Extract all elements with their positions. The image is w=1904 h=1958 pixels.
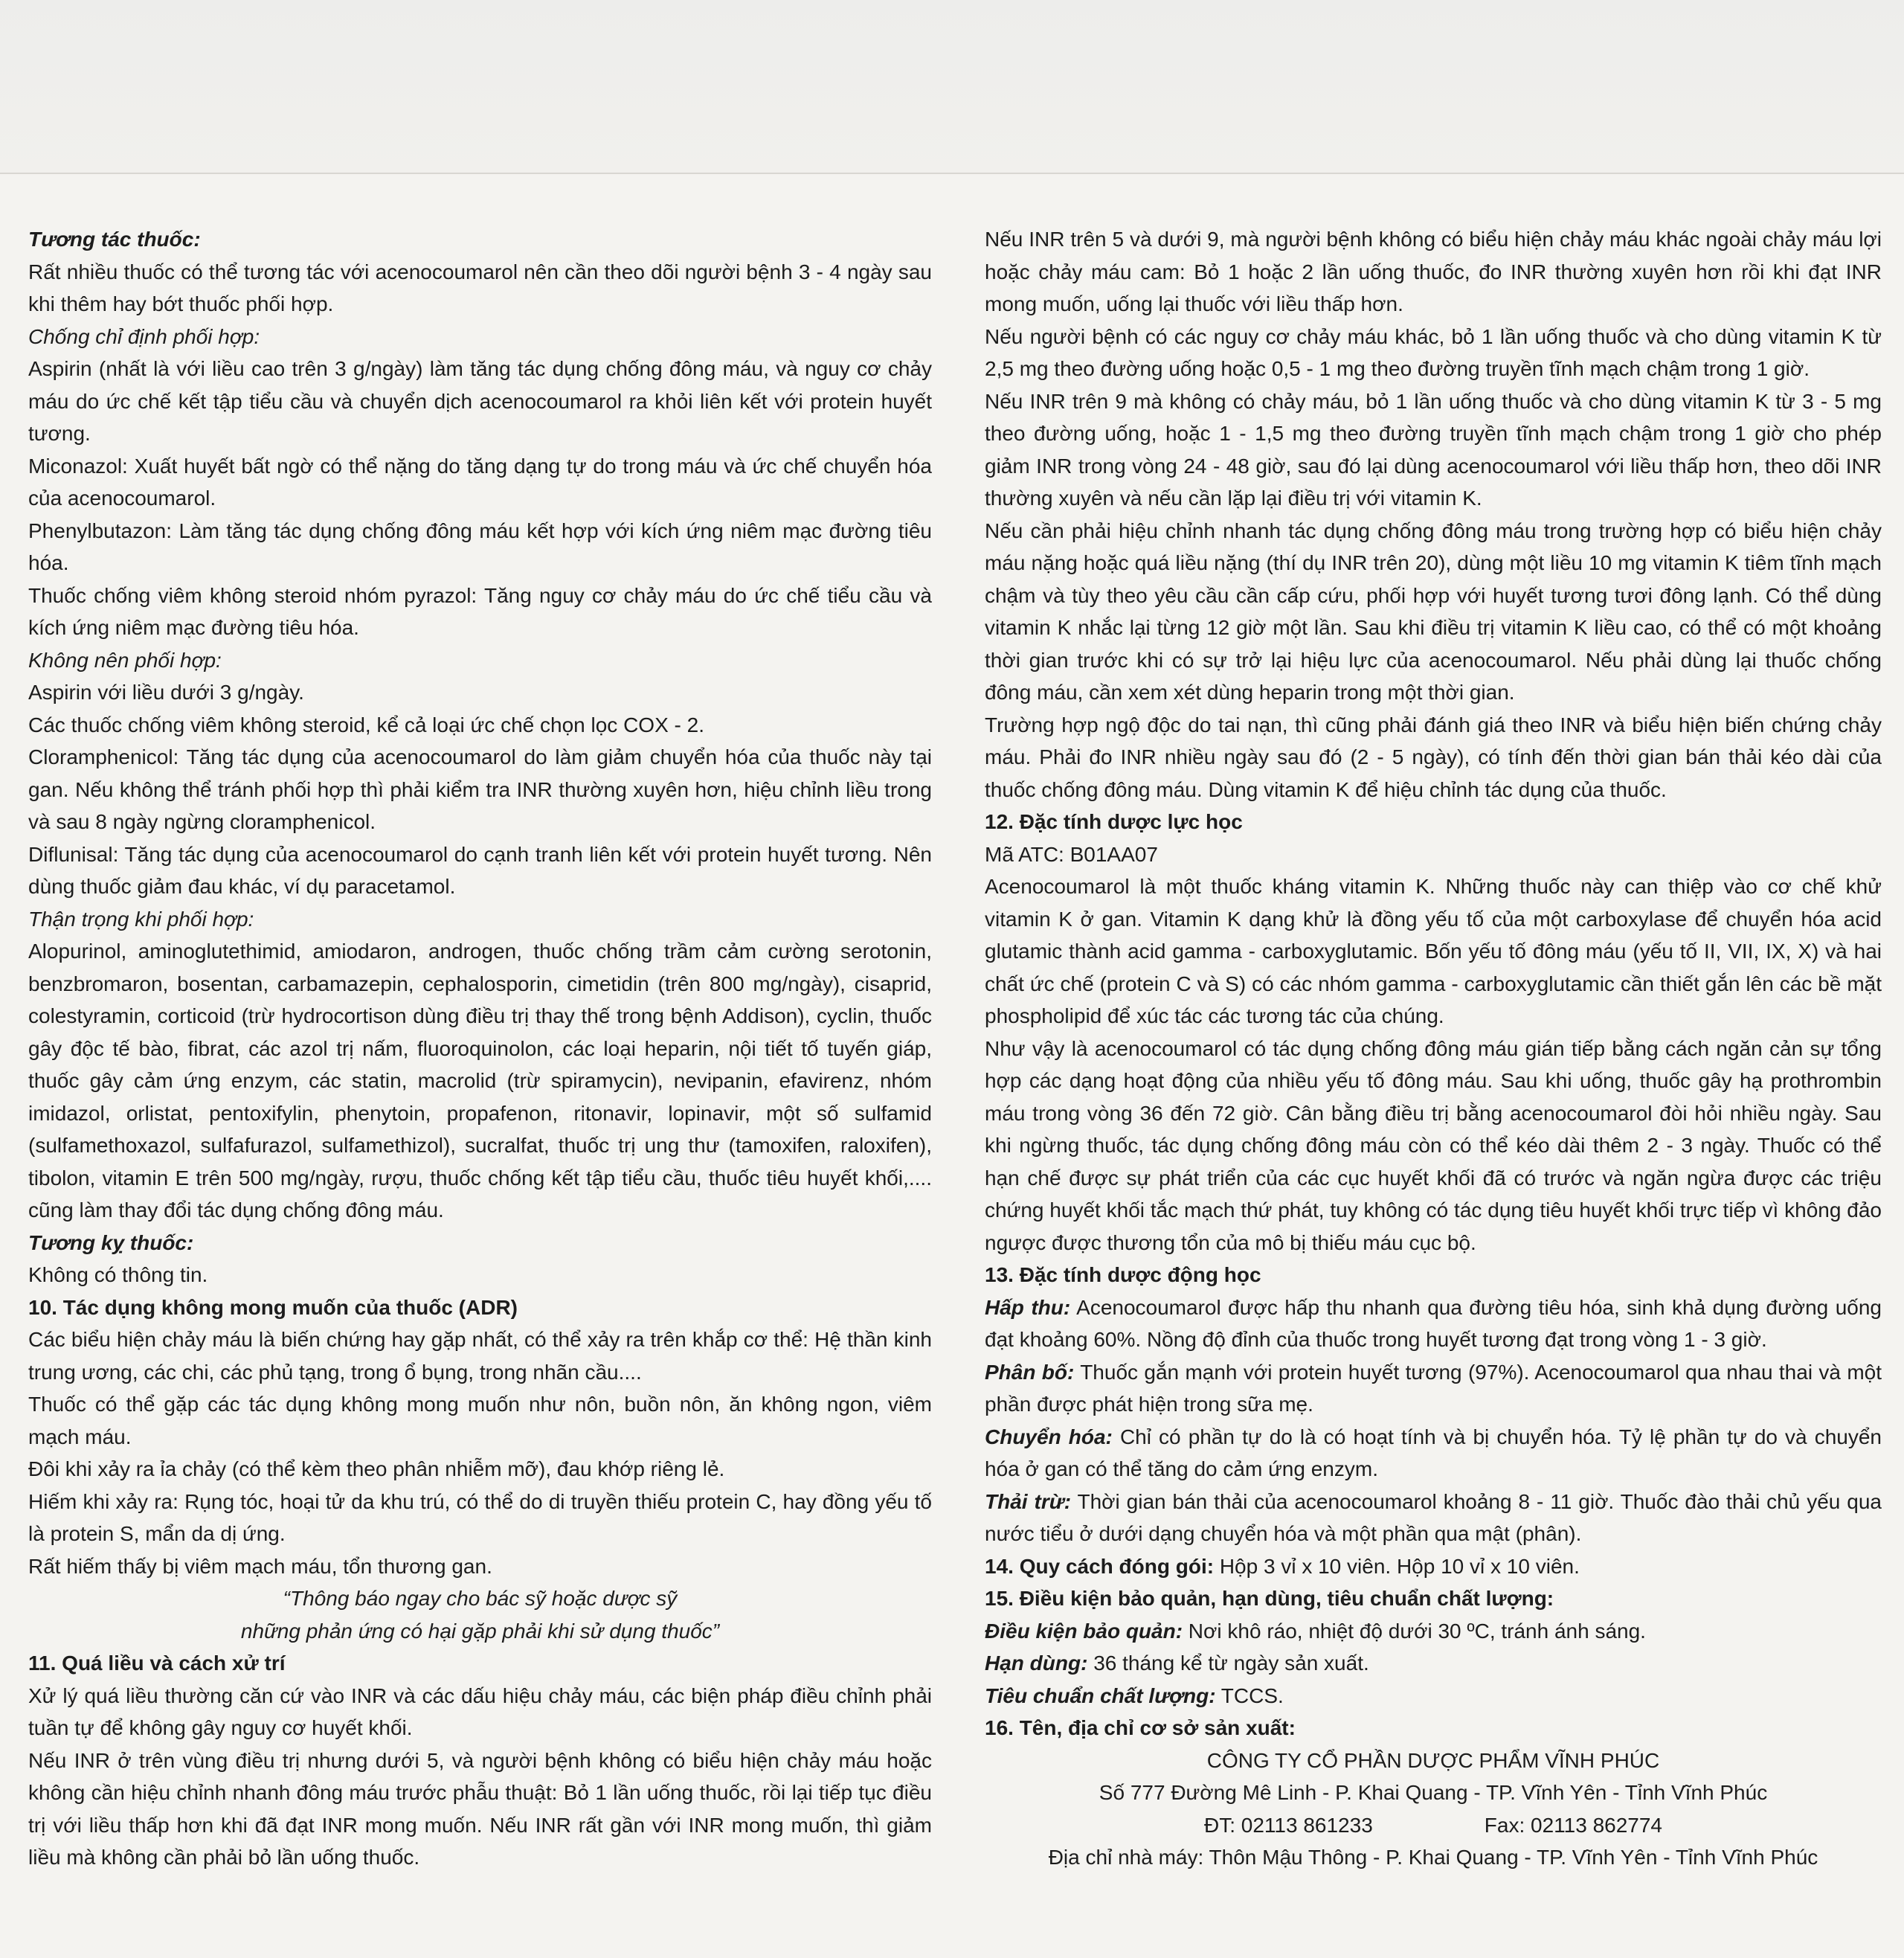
contra-nsaid-pyrazol: Thuốc chống viêm không steroid nhóm pyrazol: Tăng nguy cơ chảy máu do ức chế tiểu cầu và kích ứng niêm mạc đường tiêu hóa. — [28, 583, 932, 639]
pk-distribution-text: Thuốc gắn mạnh với protein huyết tương (97%). Acenocoumarol qua nhau thai và một phần được phát hiện trong sữa mẹ. — [985, 1360, 1882, 1416]
overdose-paragraph-3: Nếu INR trên 5 và dưới 9, mà người bệnh không có biểu hiện chảy máu khác ngoài chảy máu lợi hoặc chảy máu cam: Bỏ 1 hoặc 2 lần uống thuốc, đo INR thường xuyên hơn rồi khi đạt INR mong muốn, uống lại thuốc với liều thấp hơn. — [985, 228, 1882, 315]
overdose-paragraph-4: Nếu người bệnh có các nguy cơ chảy máu khác, bỏ 1 lần uống thuốc và cho dùng vitamin K từ 2,5 mg theo đường uống hoặc 0,5 - 1 mg theo đường truyền tĩnh mạch chậm trong 1 giờ. — [985, 324, 1882, 380]
overdose-paragraph-1: Xử lý quá liều thường căn cứ vào INR và các dấu hiệu chảy máu, các biện pháp điều chỉnh phải tuần tự để không gây nguy cơ huyết khối. — [28, 1683, 932, 1739]
pk-distribution — [985, 1356, 1882, 1421]
packaging — [985, 1550, 1882, 1583]
factory-address: Địa chỉ nhà máy: Thôn Mậu Thông - P. Khai Quang - TP. Vĩnh Yên - Tỉnh Vĩnh Phúc — [1048, 1846, 1818, 1869]
pk-metabolism-text: Chỉ có phần tự do là có hoạt tính và bị chuyển hóa. Tỷ lệ phần tự do và chuyển hóa ở gan có thể tăng do cảm ứng enzym. — [985, 1425, 1882, 1480]
quality-label: Tiêu chuẩn chất lượng: — [985, 1683, 1216, 1707]
right-column — [985, 223, 1882, 1874]
contraindicated-combinations-heading: Chống chỉ định phối hợp: — [28, 324, 260, 348]
quality-standard — [985, 1680, 1882, 1713]
adr-paragraph-1: Các biểu hiện chảy máu là biến chứng hay gặp nhất, có thể xảy ra trên khắp cơ thể: Hệ thần kinh trung ương, các chi, các phủ tạng, trong ổ bụng, trong nhãn cầu.... — [28, 1328, 932, 1384]
pk-absorption-text: Acenocoumarol được hấp thu nhanh qua đường tiêu hóa, sinh khả dụng đường uống đạt khoảng 60%. Nồng độ đỉnh của thuốc trong huyết tương đạt trong vòng 1 - 3 giờ. — [985, 1295, 1882, 1351]
company-contact — [985, 1809, 1882, 1842]
caution-heading: Thận trọng khi phối hợp: — [28, 907, 254, 931]
notrec-diflunisal: Diflunisal: Tăng tác dụng của acenocoumarol do cạnh tranh liên kết với protein huyết tương. Nên dùng thuốc giảm đau khác, ví dụ paracetamol. — [28, 842, 932, 898]
overdose-paragraph-2: Nếu INR ở trên vùng điều trị nhưng dưới 5, và người bệnh không có biểu hiện chảy máu hoặc không cần hiệu chỉnh nhanh đông máu trước phẫu thuật: Bỏ 1 lần uống thuốc, rồi lại tiếp tục điều trị với liều thấp hơn khi đã đạt INR mong muốn. Nếu INR rất gần với INR mong muốn, thì giảm liều mà không cần phải bỏ lần uống thuốc. — [28, 1748, 932, 1869]
contra-aspirin: Aspirin (nhất là với liều cao trên 3 g/ngày) làm tăng tác dụng chống đông máu, và nguy cơ chảy máu do ức chế kết tập tiểu cầu và chuyển dịch acenocoumarol ra khỏi liên kết với protein huyết tương. — [28, 357, 932, 445]
report-notice-line-2: những phản ứng có hại gặp phải khi sử dụng thuốc” — [240, 1619, 720, 1643]
contra-phenylbutazon: Phenylbutazon: Làm tăng tác dụng chống đông máu kết hợp với kích ứng niêm mạc đường tiêu hóa. — [28, 519, 932, 574]
shelf-life-label: Hạn dùng: — [985, 1652, 1088, 1675]
storage-label: Điều kiện bảo quản: — [985, 1619, 1183, 1643]
notrec-cloramphenicol: Cloramphenicol: Tăng tác dụng của acenocoumarol do làm giảm chuyển hóa của thuốc này tại gan. Nếu không thể tránh phối hợp thì phải kiểm tra INR thường xuyên hơn, hiệu chỉnh liều trong và sau 8 ngày ngừng cloramphenicol. — [28, 745, 932, 833]
caution-list: Alopurinol, aminoglutethimid, amiodaron, androgen, thuốc chống trầm cảm cường serotonin, benzbromaron, bosentan, carbamazepin, cephalosporin, cimetidin (trên 800 mg/ngày), cisaprid, colestyramin, corticoid (trừ hydrocortison dùng điều trị thay thế trong bệnh Addison), cyclin, thuốc gây độc tế bào, fibrat, các azol trị nấm, fluoroquinolon, các loại heparin, nội tiết tố tuyến giáp, thuốc gây cảm ứng enzym, các statin, macrolid (trừ spiramycin), nevipanin, efavirenz, nhóm imidazol, orlistat, pentoxifylin, phenytoin, propafenon, ritonavir, lopinavir, một số sulfamid (sulfamethoxazol, sulfafurazol, sulfamethizol), sucralfat, thuốc trị ung thư (tamoxifen, raloxifen), tibolon, vitamin E trên 500 mg/ngày, rượu, thuốc chống kết tập tiểu cầu, thuốc tiêu huyết khối,.... cũng làm thay đổi tác dụng chống đông máu. — [28, 940, 932, 1222]
pk-excretion — [985, 1486, 1882, 1550]
storage-conditions — [985, 1615, 1882, 1648]
atc-code: Mã ATC: B01AA07 — [985, 842, 1158, 866]
left-column — [28, 223, 932, 1874]
company-name: CÔNG TY CỔ PHẦN DƯỢC PHẨM VĨNH PHÚC — [1206, 1748, 1660, 1772]
pk-distribution-label: Phân bố: — [985, 1360, 1075, 1384]
overdose-paragraph-5: Nếu INR trên 9 mà không có chảy máu, bỏ 1 lần uống thuốc và cho dùng vitamin K từ 3 - 5 mg theo đường uống, hoặc 1 - 1,5 mg theo đường truyền tĩnh mạch chậm trong 1 giờ cho phép giảm INR trong vòng 24 - 48 giờ, sau đó lại dùng acenocoumarol với liều thấp hơn, theo dõi INR thường xuyên và nếu cần lặp lại điều trị với vitamin K. — [985, 389, 1882, 510]
pk-excretion-label: Thải trừ: — [985, 1489, 1072, 1513]
report-notice-line-1: “Thông báo ngay cho bác sỹ hoặc dược sỹ — [283, 1587, 678, 1610]
notrec-aspirin: Aspirin với liều dưới 3 g/ngày. — [28, 681, 304, 704]
company-address: Số 777 Đường Mê Linh - P. Khai Quang - TP. Vĩnh Yên - Tỉnh Vĩnh Phúc — [1099, 1781, 1768, 1804]
adr-paragraph-3: Đôi khi xảy ra ỉa chảy (có thể kèm theo phân nhiễm mỡ), đau khớp riêng lẻ. — [28, 1457, 725, 1480]
quality-text: TCCS. — [1215, 1683, 1284, 1707]
packaging-label: 14. Quy cách đóng gói: — [985, 1554, 1215, 1578]
packaging-text: Hộp 3 vỉ x 10 viên. Hộp 10 vỉ x 10 viên. — [1214, 1554, 1580, 1578]
interactions-intro: Rất nhiều thuốc có thể tương tác với acenocoumarol nên cần theo dõi người bệnh 3 - 4 ngày sau khi thêm hay bớt thuốc phối hợp. — [28, 260, 932, 315]
pk-absorption-label: Hấp thu: — [985, 1295, 1071, 1319]
notrec-nsaid: Các thuốc chống viêm không steroid, kể cả loại ức chế chọn lọc COX - 2. — [28, 713, 704, 736]
paper-fold-band — [0, 0, 1904, 174]
pharmacodynamics-heading: 12. Đặc tính dược lực học — [985, 810, 1243, 833]
pharmacokinetics-heading: 13. Đặc tính dược động học — [985, 1263, 1261, 1286]
overdose-paragraph-7: Trường hợp ngộ độc do tai nạn, thì cũng phải đánh giá theo INR và biểu hiện biến chứng chảy máu. Phải đo INR nhiều ngày sau đó (2 - 5 ngày), có tính đến thời gian bán thải kéo dài của thuốc chống đông máu. Dùng vitamin K để hiệu chỉnh tác dụng của thuốc. — [985, 713, 1882, 801]
incompatibility-heading: Tương kỵ thuốc: — [28, 1230, 194, 1254]
not-recommended-heading: Không nên phối hợp: — [28, 648, 222, 672]
manufacturer-heading: 16. Tên, địa chỉ cơ sở sản xuất: — [985, 1716, 1296, 1739]
pk-metabolism-label: Chuyển hóa: — [985, 1425, 1113, 1448]
pharmacodynamics-paragraph-2: Như vậy là acenocoumarol có tác dụng chống đông máu gián tiếp bằng cách ngăn cản sự tổng hợp các dạng hoạt động của nhiều yếu tố đông máu. Sau khi uống, thuốc gây hạ prothrombin máu trong vòng 36 đến 72 giờ. Cân bằng điều trị bằng acenocoumarol đòi hỏi nhiều ngày. Sau khi ngừng thuốc, tác dụng chống đông máu còn có thể kéo dài thêm 2 - 3 ngày. Thuốc có thể hạn chế được sự phát triển của các cục huyết khối đã có trước và ngăn ngừa được các triệu chứng huyết khối tắc mạch thứ phát, tuy không có tác dụng tiêu huyết khối trực tiếp vì không đảo ngược được thương tổn của mô bị thiếu máu cục bộ. — [985, 1036, 1882, 1254]
adr-heading: 10. Tác dụng không mong muốn của thuốc (ADR) — [28, 1295, 518, 1319]
adr-paragraph-4: Hiếm khi xảy ra: Rụng tóc, hoại tử da khu trú, có thể do di truyền thiếu protein C, hay đồng yếu tố là protein S, mẩn da dị ứng. — [28, 1489, 932, 1545]
overdose-paragraph-6: Nếu cần phải hiệu chỉnh nhanh tác dụng chống đông máu trong trường hợp có biểu hiện chảy máu nặng hoặc quá liều nặng (thí dụ INR trên 20), dùng một liều 10 mg vitamin K tiêm tĩnh mạch chậm và tùy theo yêu cầu cần cấp cứu, phối hợp với huyết tương tươi đông lạnh. Có thể dùng vitamin K nhắc lại từng 12 giờ một lần. Sau khi điều trị vitamin K liều cao, có thể có một khoảng thời gian trước khi có sự trở lại hiệu lực của acenocoumarol. Nếu phải dùng lại thuốc chống đông máu, cần xem xét dùng heparin trong một thời gian. — [985, 519, 1882, 704]
company-fax: Fax: 02113 862774 — [1484, 1813, 1662, 1837]
pharmacodynamics-paragraph-1: Acenocoumarol là một thuốc kháng vitamin K. Những thuốc này can thiệp vào cơ chế khử vitamin K ở gan. Vitamin K dạng khử là đồng yếu tố của một carboxylase để chuyển hóa acid glutamic thành acid gamma - carboxyglutamic. Bốn yếu tố đông máu (yếu tố II, VII, IX, X) và hai chất ức chế (protein C và S) có các nhóm gamma - carboxyglutamic cần thiết gắn lên các bề mặt phospholipid để xúc tác các tương tác của chúng. — [985, 875, 1882, 1027]
pk-absorption — [985, 1291, 1882, 1356]
overdose-heading: 11. Quá liều và cách xử trí — [28, 1652, 286, 1675]
pk-excretion-text: Thời gian bán thải của acenocoumarol khoảng 8 - 11 giờ. Thuốc đào thải chủ yếu qua nước tiểu ở dưới dạng chuyển hóa và một phần qua mật (phân). — [985, 1489, 1882, 1545]
storage-heading: 15. Điều kiện bảo quản, hạn dùng, tiêu chuẩn chất lượng: — [985, 1587, 1554, 1610]
company-phone: ĐT: 02113 861233 — [1203, 1813, 1373, 1837]
shelf-life — [985, 1647, 1882, 1680]
drug-interactions-heading: Tương tác thuốc: — [28, 228, 201, 251]
shelf-life-text: 36 tháng kể từ ngày sản xuất. — [1087, 1652, 1369, 1675]
incompatibility-text: Không có thông tin. — [28, 1263, 208, 1286]
adr-paragraph-2: Thuốc có thể gặp các tác dụng không mong muốn như nôn, buồn nôn, ăn không ngon, viêm mạch máu. — [28, 1393, 932, 1448]
pk-metabolism — [985, 1421, 1882, 1486]
contra-miconazol: Miconazol: Xuất huyết bất ngờ có thể nặng do tăng dạng tự do trong máu và ức chế chuyển hóa của acenocoumarol. — [28, 454, 932, 510]
storage-text: Nơi khô ráo, nhiệt độ dưới 30 ºC, tránh ánh sáng. — [1183, 1619, 1646, 1643]
adr-paragraph-5: Rất hiếm thấy bị viêm mạch máu, tổn thương gan. — [28, 1554, 492, 1578]
